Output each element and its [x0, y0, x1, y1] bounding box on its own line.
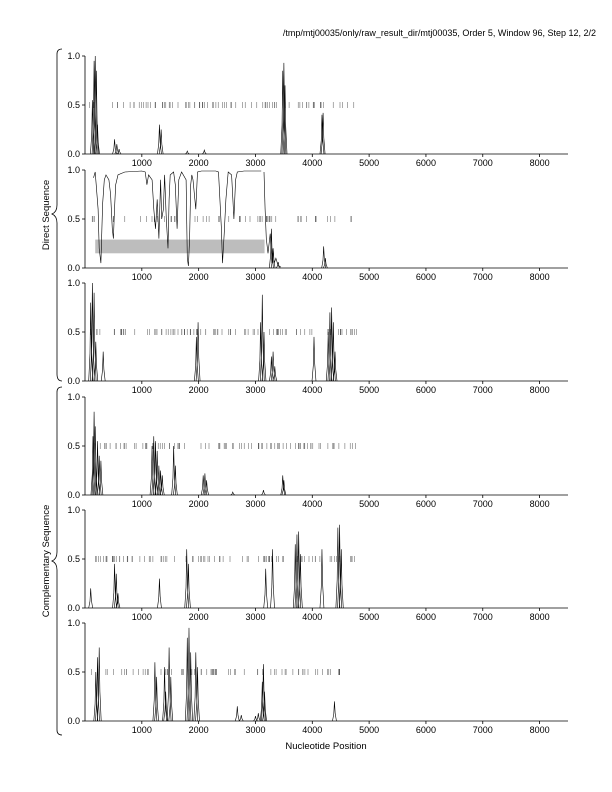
y-tick-label: 0.0: [67, 149, 80, 159]
x-tick-label: 4000: [302, 272, 323, 282]
x-tick-label: 3000: [245, 725, 266, 735]
y-tick-label: 1.0: [67, 51, 80, 61]
peak: [185, 151, 189, 154]
x-axis-title: Nucleotide Position: [285, 741, 367, 752]
x-tick-label: 2000: [188, 385, 209, 395]
peak: [271, 549, 275, 608]
complementary-sequence-label: Complementary Sequence: [41, 504, 52, 618]
x-tick-label: 6000: [415, 725, 436, 735]
x-tick-label: 7000: [472, 385, 493, 395]
y-tick-label: 0.0: [67, 603, 80, 613]
threshold-tick-marks: [95, 556, 354, 562]
peak: [261, 490, 265, 495]
threshold-tick-marks: [89, 102, 354, 108]
peak: [312, 337, 316, 381]
x-tick-label: 7000: [472, 612, 493, 622]
x-tick-label: 7000: [472, 725, 493, 735]
y-tick-label: 1.0: [67, 618, 80, 628]
direct-sequence-label: Direct Sequence: [41, 179, 52, 251]
peak: [202, 150, 206, 154]
panel-6: [67, 618, 568, 735]
x-tick-label: 8000: [529, 272, 550, 282]
x-tick-label: 8000: [529, 385, 550, 395]
y-tick-label: 0.5: [67, 441, 80, 451]
figure-title: /tmp/mtj00035/only/raw_result_dir/mtj00035, Order 5, Window 96, Step 12, 2/2: [282, 28, 596, 38]
panel-3: [67, 278, 568, 395]
y-tick-label: 0.0: [67, 263, 80, 273]
x-tick-label: 1000: [131, 499, 152, 509]
panels: [67, 51, 568, 735]
x-tick-label: 5000: [359, 612, 380, 622]
threshold-tick-marks: [91, 329, 357, 335]
x-tick-label: 7000: [472, 272, 493, 282]
x-tick-label: 3000: [245, 499, 266, 509]
highlight-region: [95, 240, 264, 254]
x-tick-label: 4000: [302, 158, 323, 168]
x-tick-label: 6000: [415, 272, 436, 282]
x-tick-label: 2000: [188, 499, 209, 509]
y-tick-label: 1.0: [67, 165, 80, 175]
threshold-tick-marks: [91, 669, 339, 675]
threshold-tick-marks: [92, 216, 351, 222]
y-tick-label: 0.5: [67, 327, 80, 337]
x-tick-label: 8000: [529, 499, 550, 509]
x-tick-label: 3000: [245, 272, 266, 282]
peak: [322, 246, 326, 268]
x-tick-label: 1000: [131, 272, 152, 282]
x-tick-label: 5000: [359, 385, 380, 395]
x-tick-label: 5000: [359, 158, 380, 168]
peak: [332, 701, 336, 721]
x-tick-label: 4000: [302, 725, 323, 735]
x-tick-label: 2000: [188, 158, 209, 168]
x-tick-label: 3000: [245, 158, 266, 168]
y-tick-label: 1.0: [67, 392, 80, 402]
x-tick-label: 5000: [359, 725, 380, 735]
panel-1: [67, 51, 568, 168]
x-tick-label: 3000: [245, 385, 266, 395]
x-tick-label: 4000: [302, 499, 323, 509]
peak: [235, 706, 239, 721]
peak: [239, 715, 243, 721]
x-tick-label: 1000: [131, 385, 152, 395]
y-tick-label: 0.5: [67, 667, 80, 677]
peak: [157, 579, 161, 608]
x-tick-label: 1000: [131, 158, 152, 168]
y-tick-label: 0.5: [67, 554, 80, 564]
y-tick-label: 0.0: [67, 376, 80, 386]
peak: [231, 492, 235, 495]
complementary-group-brace: [52, 387, 62, 735]
direct-group-brace: [52, 49, 62, 381]
panel-4: [67, 392, 568, 509]
x-tick-label: 1000: [131, 612, 152, 622]
y-tick-label: 0.0: [67, 490, 80, 500]
x-tick-label: 2000: [188, 272, 209, 282]
panel-2: [67, 165, 568, 282]
threshold-tick-marks: [95, 443, 356, 449]
x-tick-label: 7000: [472, 158, 493, 168]
x-tick-label: 1000: [131, 725, 152, 735]
y-tick-label: 1.0: [67, 505, 80, 515]
x-tick-label: 5000: [359, 272, 380, 282]
x-tick-label: 2000: [188, 612, 209, 622]
x-tick-label: 4000: [302, 612, 323, 622]
x-tick-label: 8000: [529, 158, 550, 168]
peak: [320, 549, 324, 608]
x-tick-label: 4000: [302, 385, 323, 395]
x-tick-label: 5000: [359, 499, 380, 509]
peak: [264, 569, 268, 608]
panel-5: [67, 505, 568, 622]
y-tick-label: 0.5: [67, 214, 80, 224]
peak: [256, 713, 260, 721]
y-tick-label: 0.5: [67, 100, 80, 110]
x-tick-label: 8000: [529, 725, 550, 735]
x-tick-label: 3000: [245, 612, 266, 622]
x-tick-label: 7000: [472, 499, 493, 509]
x-tick-label: 6000: [415, 499, 436, 509]
y-tick-label: 1.0: [67, 278, 80, 288]
peak: [101, 352, 105, 381]
x-tick-label: 2000: [188, 725, 209, 735]
y-tick-label: 0.0: [67, 716, 80, 726]
x-tick-label: 6000: [415, 158, 436, 168]
x-tick-label: 6000: [415, 612, 436, 622]
x-tick-label: 6000: [415, 385, 436, 395]
peak: [89, 588, 93, 608]
x-tick-label: 8000: [529, 612, 550, 622]
